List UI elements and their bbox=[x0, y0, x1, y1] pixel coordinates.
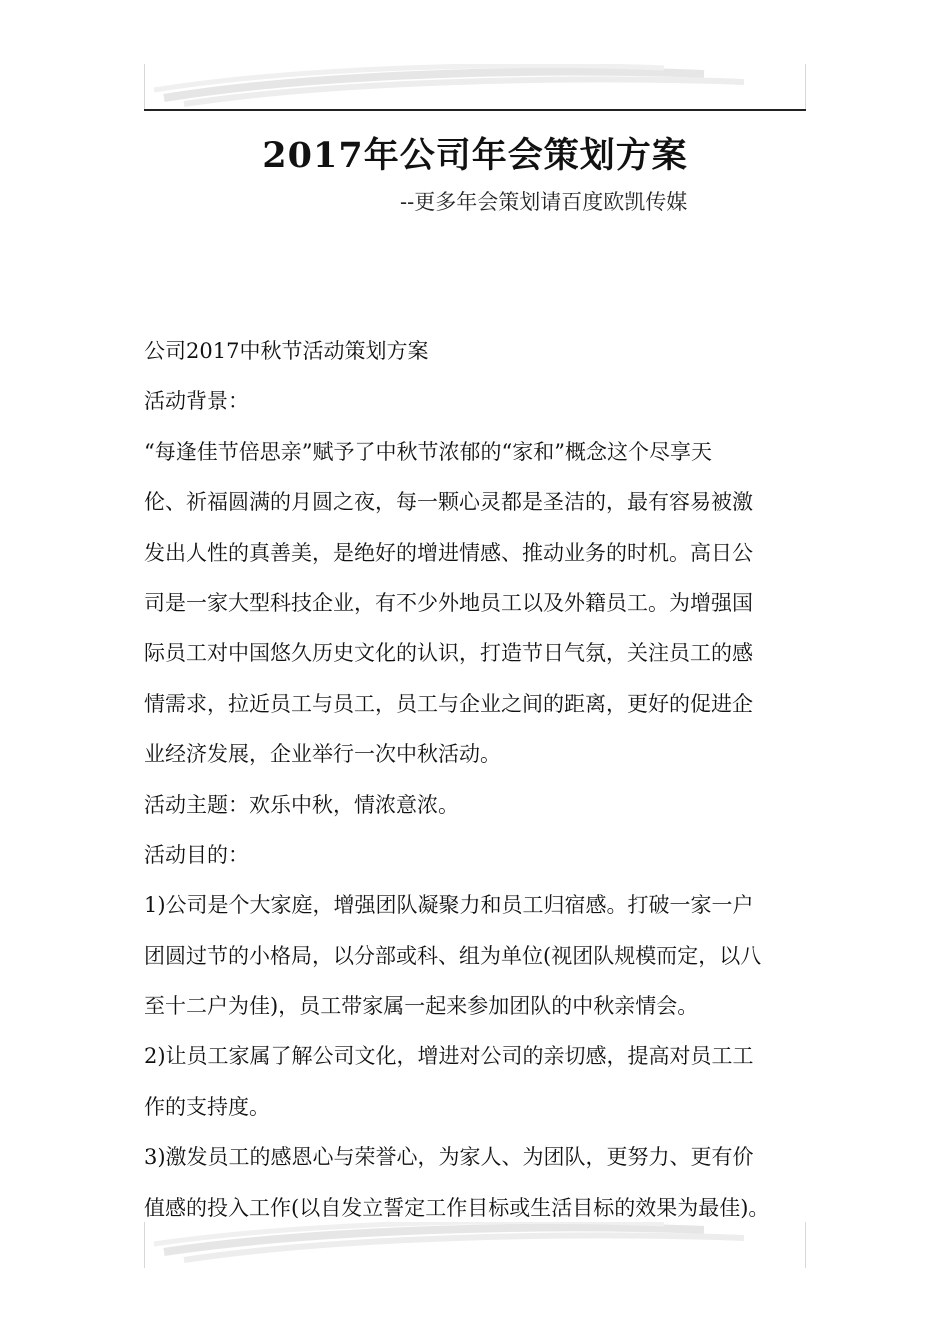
text-line: 公司2017中秋节活动策划方案 bbox=[144, 339, 429, 363]
document-subtitle: --更多年会策划请百度欧凯传媒 bbox=[400, 190, 688, 214]
text-line: 际员工对中国悠久历史文化的认识，打造节日气氛，关注员工的感 bbox=[144, 641, 753, 666]
text-line: 1)公司是个大家庭，增强团队凝聚力和员工归宿感。打破一家一户 bbox=[144, 893, 754, 918]
text-line: 3)激发员工的感恩心与荣誉心，为家人、为团队，更努力、更有价 bbox=[144, 1145, 754, 1170]
document-body bbox=[144, 326, 806, 1233]
text-line: 活动背景： bbox=[144, 389, 249, 414]
text-line: 伦、祈福圆满的月圆之夜，每一颗心灵都是圣洁的，最有容易被激 bbox=[144, 490, 753, 515]
text-line: 至十二户为佳)，员工带家属一起来参加团队的中秋亲情会。 bbox=[144, 994, 699, 1019]
header-rule bbox=[144, 109, 806, 111]
text-line: 活动主题：欢乐中秋，情浓意浓。 bbox=[144, 792, 459, 817]
text-line: 作的支持度。 bbox=[144, 1094, 270, 1119]
footer-decoration bbox=[144, 1222, 806, 1268]
text-line: 发出人性的真善美，是绝好的增进情感、推动业务的时机。高日公 bbox=[144, 540, 753, 565]
document-title: 2017年公司年会策划方案 bbox=[262, 135, 688, 176]
text-line: 业经济发展，企业举行一次中秋活动。 bbox=[144, 742, 501, 767]
text-line: 团圆过节的小格局，以分部或科、组为单位(视团队规模而定，以八 bbox=[144, 943, 762, 968]
text-line: 活动目的： bbox=[144, 842, 249, 867]
text-line: 2)让员工家属了解公司文化，增进对公司的亲切感，提高对员工工 bbox=[144, 1044, 754, 1069]
text-line: 司是一家大型科技企业，有不少外地员工以及外籍员工。为增强国 bbox=[144, 590, 753, 615]
text-line: 值感的投入工作(以自发立誓定工作目标或生活目标的效果为最佳)。 bbox=[144, 1195, 770, 1220]
text-line: 情需求，拉近员工与员工，员工与企业之间的距离，更好的促进企 bbox=[144, 691, 753, 716]
text-line: “每逢佳节倍思亲”赋予了中秋节浓郁的“家和”概念这个尽享天 bbox=[144, 439, 712, 464]
header-decoration bbox=[144, 64, 806, 110]
